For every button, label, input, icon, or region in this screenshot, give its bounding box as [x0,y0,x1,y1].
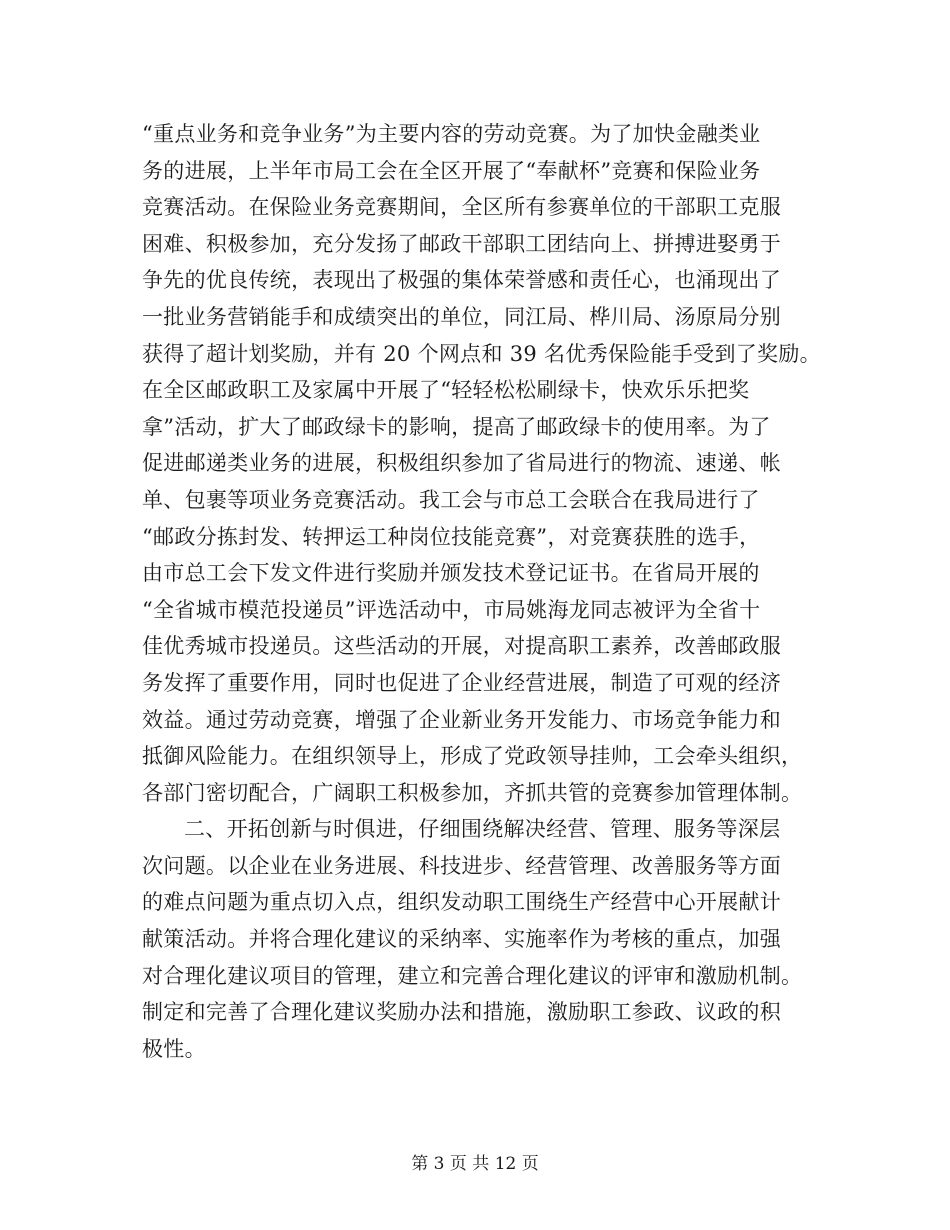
text-line: 对合理化建议项目的管理，建立和完善合理化建议的评审和激励机制。 [142,963,803,988]
text-line: 的难点问题为重点切入点，组织发动职工围绕生产经营中心开展献计 [142,890,781,915]
text-line: “邮政分拣封发、转押运工种岗位技能竞赛”，对竞赛获胜的选手， [142,524,761,549]
text-line: 献策活动。并将合理化建议的采纳率、实施率作为考核的重点，加强 [142,927,781,952]
text-line: 务的进展，上半年市局工会在全区开展了“奉献杯”竞赛和保险业务 [142,158,761,183]
page-number-footer: 第 3 页 共 12 页 [411,1154,539,1174]
text-line: “全省城市模范投递员”评选活动中，市局姚海龙同志被评为全省十 [142,597,761,622]
text-line: 效益。通过劳动竞赛，增强了企业新业务开发能力、市场竞争能力和 [142,707,781,732]
text-line: 单、包裹等项业务竞赛活动。我工会与市总工会联合在我局进行了 [142,487,760,512]
text-line: “重点业务和竞争业务”为主要内容的劳动竞赛。为了加快金融类业 [142,122,761,146]
text-line: 佳优秀城市投递员。这些活动的开展，对提高职工素养，改善邮政服 [142,634,781,659]
paragraph-start-line: 二、开拓创新与时俱进，仔细围绕解决经营、管理、服务等深层 [184,817,781,842]
text-line: 一批业务营销能手和成绩突出的单位，同江局、桦川局、汤原局分别 [142,304,781,329]
body-text [142,116,822,1067]
text-line: 获得了超计划奖励，并有 20 个网点和 39 名优秀保险能手受到了奖励。 [142,341,821,366]
text-line: 拿”活动，扩大了邮政绿卡的影响，提高了邮政绿卡的使用率。为了 [142,414,771,439]
text-line: 促进邮递类业务的进展，积极组织参加了省局进行的物流、速递、帐 [142,451,781,476]
text-line: 由市总工会下发文件进行奖励并颁发技术登记证书。在省局开展的 [142,561,760,586]
text-line: 争先的优良传统，表现出了极强的集体荣誉感和责任心，也涌现出了 [142,268,781,293]
text-line: 各部门密切配合，广阔职工积极参加，齐抓共管的竞赛参加管理体制。 [142,780,803,805]
text-line: 困难、积极参加，充分发扬了邮政干部职工团结向上、拼搏进娶勇于 [142,231,781,256]
text-line: 次问题。以企业在业务进展、科技进步、经营管理、改善服务等方面 [142,853,781,878]
text-line: 务发挥了重要作用，同时也促进了企业经营进展，制造了可观的经济 [142,670,781,695]
text-line: 抵御风险能力。在组织领导上，形成了党政领导挂帅，工会牵头组织， [142,744,803,769]
text-line: 极性。 [142,1036,206,1061]
text-line: 在全区邮政职工及家属中开展了“轻轻松松刷绿卡，快欢乐乐把奖 [142,378,750,403]
text-line: 制定和完善了合理化建议奖励办法和措施，激励职工参政、议政的积 [142,1000,781,1025]
text-line: 竞赛活动。在保险业务竞赛期间，全区所有参赛单位的干部职工克服 [142,195,781,220]
